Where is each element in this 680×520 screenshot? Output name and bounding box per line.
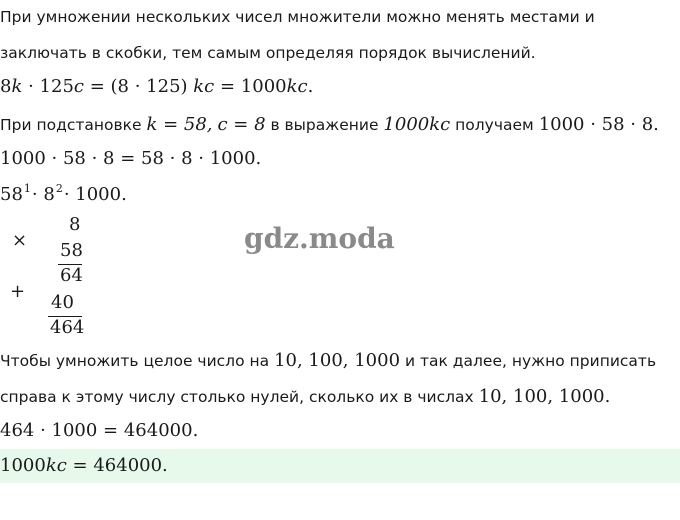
text-part: справа к этому числу столько нулей, сколько их в числах	[0, 388, 474, 406]
column-row: 58	[60, 240, 83, 261]
times-sign: ×	[12, 230, 28, 251]
column-row: 40	[51, 292, 74, 313]
math-part: .	[307, 76, 314, 97]
column-row: 64	[60, 265, 83, 286]
text-part: и так далее, нужно приписать	[404, 352, 657, 370]
paragraph-line: заключать в скобки, тем самым определяя порядок вычислений.	[0, 44, 536, 62]
math-part: = 464000.	[66, 455, 168, 476]
math-expr: 1000 · 58 · 8.	[538, 114, 659, 135]
math-expr: 10, 100, 1000	[274, 350, 401, 371]
text-part: При подстановке	[0, 116, 142, 134]
math-expr: 1000kc	[383, 114, 451, 135]
watermark-logo: gdz.moda	[244, 222, 395, 255]
math-var: c	[73, 76, 84, 97]
paragraph-line: При умножении нескольких чисел множители можно менять местами и	[0, 8, 595, 26]
math-var: c = 8	[217, 114, 266, 135]
math-var: kc	[286, 76, 308, 97]
math-part: = 1000	[214, 76, 287, 97]
equation-1	[0, 76, 313, 97]
math-part: 1000	[0, 455, 46, 476]
math-expr: 10, 100, 1000.	[478, 386, 611, 407]
column-row: 464	[50, 317, 85, 338]
text-part: получаем	[455, 116, 534, 134]
equation-3	[0, 184, 127, 205]
math-part: · 8	[31, 184, 55, 205]
plus-sign: +	[10, 281, 26, 302]
math-part: 8	[0, 76, 12, 97]
text-part: в выражение	[270, 116, 379, 134]
text-part: Чтобы умножить целое число на	[0, 352, 270, 370]
rule-line	[0, 350, 656, 371]
math-part: 58	[0, 184, 23, 205]
substitution-line	[0, 114, 659, 135]
column-row: 8	[69, 214, 81, 235]
math-var: kc	[45, 455, 67, 476]
math-var: k	[11, 76, 23, 97]
math-part: · 1000.	[63, 184, 127, 205]
order-mark: 1	[23, 182, 31, 195]
equation-2: 1000 · 58 · 8 = 58 · 8 · 1000.	[0, 148, 262, 169]
math-part: · 125	[22, 76, 74, 97]
equation-4: 464 · 1000 = 464000.	[0, 420, 199, 441]
math-part: = (8 · 125)	[84, 76, 194, 97]
order-mark: 2	[55, 182, 63, 195]
math-var: kc	[193, 76, 215, 97]
answer-equation	[0, 455, 168, 476]
rule-line	[0, 386, 610, 407]
math-var: k = 58,	[146, 114, 213, 135]
